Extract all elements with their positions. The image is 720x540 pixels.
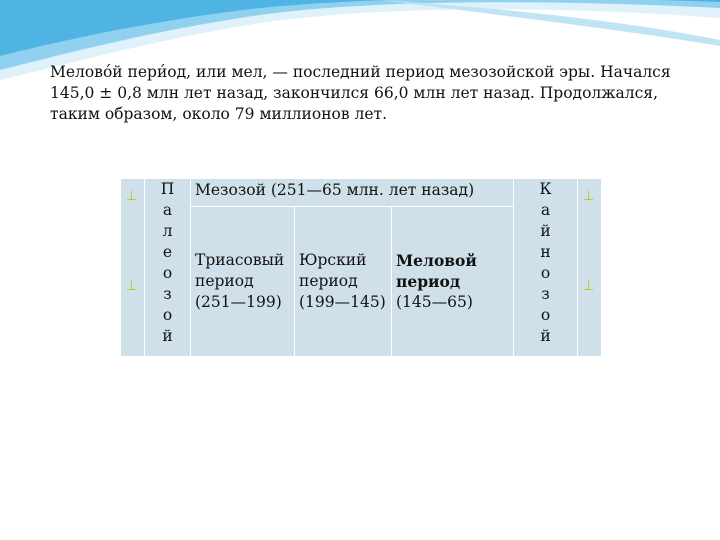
period-word: период	[396, 272, 461, 291]
period-name: Триасовый	[195, 251, 285, 269]
paleozoic-letter: е	[162, 243, 173, 261]
cenozoic-letter: н	[540, 243, 551, 261]
cenozoic-letter: а	[540, 201, 551, 219]
paleozoic-letter: о	[162, 264, 173, 282]
left-marker-top-icon: ⊥	[126, 189, 138, 204]
period-word: период	[299, 272, 358, 290]
period-word: период	[195, 272, 254, 290]
paleozoic-letter: а	[162, 201, 173, 219]
cenozoic-letter: К	[539, 180, 552, 198]
paleozoic-vertical-cell	[145, 179, 191, 357]
period-range: (251—199)	[195, 293, 282, 311]
cenozoic-letter: й	[540, 222, 551, 240]
paleozoic-letter: й	[162, 327, 173, 345]
right-marker-cell	[578, 179, 602, 357]
period-name: Меловой	[396, 251, 477, 270]
period-range: (199—145)	[299, 293, 386, 311]
intro-paragraph: Мелово́й пери́од, или мел, — последний период мезозойской эры. Начался 145,0 ± 0,8 млн лет назад, закончился 66,0 млн лет назад. Продолжался, таким образом, около 79 миллионов лет.	[50, 63, 671, 123]
geologic-era-table	[120, 178, 601, 356]
paleozoic-letter: о	[162, 306, 173, 324]
left-marker-cell	[121, 179, 145, 357]
period-range: (145—65)	[396, 293, 473, 311]
paleozoic-letter: П	[160, 180, 175, 198]
triassic-cell	[191, 207, 295, 357]
left-marker-bottom-icon: ⊥	[126, 279, 138, 294]
mesozoic-header-cell	[191, 179, 514, 207]
cretaceous-cell	[392, 207, 514, 357]
cenozoic-vertical-cell	[514, 179, 578, 357]
jurassic-cell	[295, 207, 392, 357]
right-marker-bottom-icon: ⊥	[583, 279, 595, 294]
paleozoic-letter: з	[163, 285, 172, 303]
cenozoic-letter: з	[541, 285, 550, 303]
cenozoic-letter: о	[540, 306, 551, 324]
period-name: Юрский	[299, 251, 367, 269]
mesozoic-header: Мезозой (251—65 млн. лет назад)	[195, 181, 475, 199]
cenozoic-letter: й	[540, 327, 551, 345]
cenozoic-letter: о	[540, 264, 551, 282]
paleozoic-letter: л	[162, 222, 173, 240]
right-marker-top-icon: ⊥	[583, 189, 595, 204]
